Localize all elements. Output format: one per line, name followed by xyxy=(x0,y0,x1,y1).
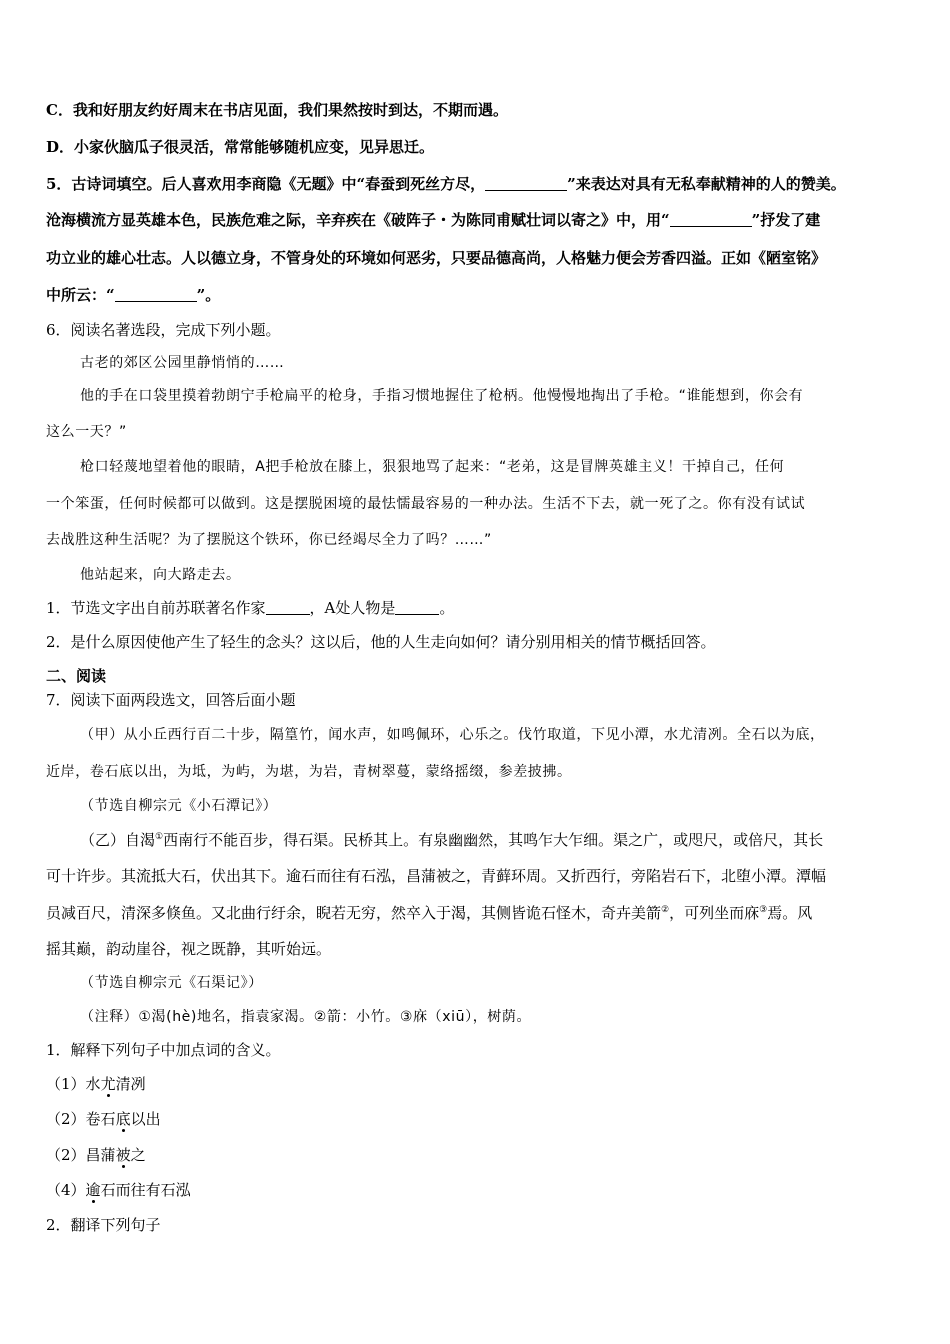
q7-yi-line-1: （乙）自渴①西南行不能百步，得石渠。民桥其上。有泉幽幽然，其鸣乍大乍细。渠之广，或咫尺，或倍尺，其长 xyxy=(80,831,824,849)
q7-yi-line-3: 员减百尺，清深多倏鱼。又北曲行纡余，睨若无穷，然卒入于渴，其侧皆诡石怪木，奇卉美箭②，可列坐而庥③焉。风 xyxy=(46,904,813,922)
q7-item: （4）逾石而往有石泓 xyxy=(46,1181,191,1199)
section-heading: 二、阅读 xyxy=(46,667,107,685)
q6-para-2-line-2: 这么一天？” xyxy=(46,424,127,440)
q6-para-4: 他站起来，向大路走去。 xyxy=(80,567,241,583)
q7-yi-source: （节选自柳宗元《石渠记》） xyxy=(80,975,263,991)
dotted-word: 被 xyxy=(115,1146,131,1164)
q7-jia-line-2: 近岸，卷石底以出，为坻，为屿，为堪，为岩，青树翠蔓，蒙络摇缀，参差披拂。 xyxy=(46,764,572,780)
q7-item: （2）昌蒲被之 xyxy=(46,1146,146,1164)
q7-jia-line-1: （甲）从小丘西行百二十步，隔篁竹，闻水声，如鸣佩环，心乐之。伐竹取道，下见小潭，水尤清冽。全石以为底， xyxy=(80,727,825,743)
q7-notes: （注释）①渴(hè)地名，指袁家渴。②箭：小竹。③庥（xiū），树荫。 xyxy=(80,1009,532,1025)
q5-line-1: 5．古诗词填空。后人喜欢用李商隐《无题》中“春蚕到死丝方尽， ”来表达对具有无私奉献精神的人的赞美。 xyxy=(46,175,846,193)
footnote-mark: ① xyxy=(155,832,164,842)
answer-blank xyxy=(485,176,567,191)
answer-blank xyxy=(266,600,310,615)
option-c: C．我和好朋友约好周末在书店见面，我们果然按时到达，不期而遇。 xyxy=(46,101,508,119)
q5-line-2: 沧海横流方显英雄本色，民族危难之际，辛弃疾在《破阵子・为陈同甫赋壮词以寄之》中，用“ ”抒发了建 xyxy=(46,211,821,229)
answer-blank xyxy=(670,212,752,227)
q7-item: （1）水尤清冽 xyxy=(46,1075,146,1093)
q6-sub-2: 2．是什么原因使他产生了轻生的念头？这以后，他的人生走向如何？请分别用相关的情节概括回答。 xyxy=(46,633,716,651)
answer-blank xyxy=(395,600,439,615)
q6-sub-1: 1．节选文字出自前苏联著名作家 ，A处人物是 。 xyxy=(46,599,455,617)
footnote-mark: ③ xyxy=(759,905,768,915)
dotted-word: 逾 xyxy=(85,1181,101,1199)
q7-title: 7．阅读下面两段选文，回答后面小题 xyxy=(46,691,296,709)
q7-jia-source: （节选自柳宗元《小石潭记》） xyxy=(80,798,278,814)
footnote-mark: ② xyxy=(661,905,670,915)
q6-para-3-line-1: 枪口轻蔑地望着他的眼睛，A把手枪放在膝上，狠狠地骂了起来：“老弟，这是冒牌英雄主义！干掉自己，任何 xyxy=(80,459,785,475)
q6-para-1: 古老的郊区公园里静悄悄的…… xyxy=(80,355,285,371)
q6-title: 6．阅读名著选段，完成下列小题。 xyxy=(46,321,281,339)
answer-blank xyxy=(115,287,197,302)
q5-line-3: 功立业的雄心壮志。人以德立身，不管身处的环境如何恶劣，只要品德高尚，人格魅力便会芳香四溢。正如《陋室铭》 xyxy=(46,249,827,267)
q5-line-4: 中所云：“ ”。 xyxy=(46,286,221,304)
q7-yi-line-4: 摇其巅，韵动崖谷，视之既静，其听始远。 xyxy=(46,940,332,958)
q6-para-3-line-3: 去战胜这种生活呢？为了摆脱这个铁环，你已经竭尽全力了吗？……” xyxy=(46,532,492,548)
q7-sub-2: 2．翻译下列句子 xyxy=(46,1216,161,1234)
option-d: D．小家伙脑瓜子很灵活，常常能够随机应变，见异思迁。 xyxy=(46,138,435,156)
q6-para-3-line-2: 一个笨蛋，任何时候都可以做到。这是摆脱困境的最怯懦最容易的一种办法。生活不下去，就一死了之。你有没有试试 xyxy=(46,496,806,512)
q7-sub-1: 1．解释下列句子中加点词的含义。 xyxy=(46,1041,281,1059)
dotted-word: 底 xyxy=(115,1110,131,1128)
q7-yi-line-2: 可十许步。其流抵大石，伏出其下。逾石而往有石泓，昌蒲被之，青藓环周。又折西行，旁陷岩石下，北堕小潭。潭幅 xyxy=(46,867,827,885)
q6-para-2-line-1: 他的手在口袋里摸着勃朗宁手枪扁平的枪身，手指习惯地握住了枪柄。他慢慢地掏出了手枪。“谁能想到，你会有 xyxy=(80,388,804,404)
dotted-word: 尤 xyxy=(100,1075,116,1093)
q7-item: （2）卷石底以出 xyxy=(46,1110,161,1128)
